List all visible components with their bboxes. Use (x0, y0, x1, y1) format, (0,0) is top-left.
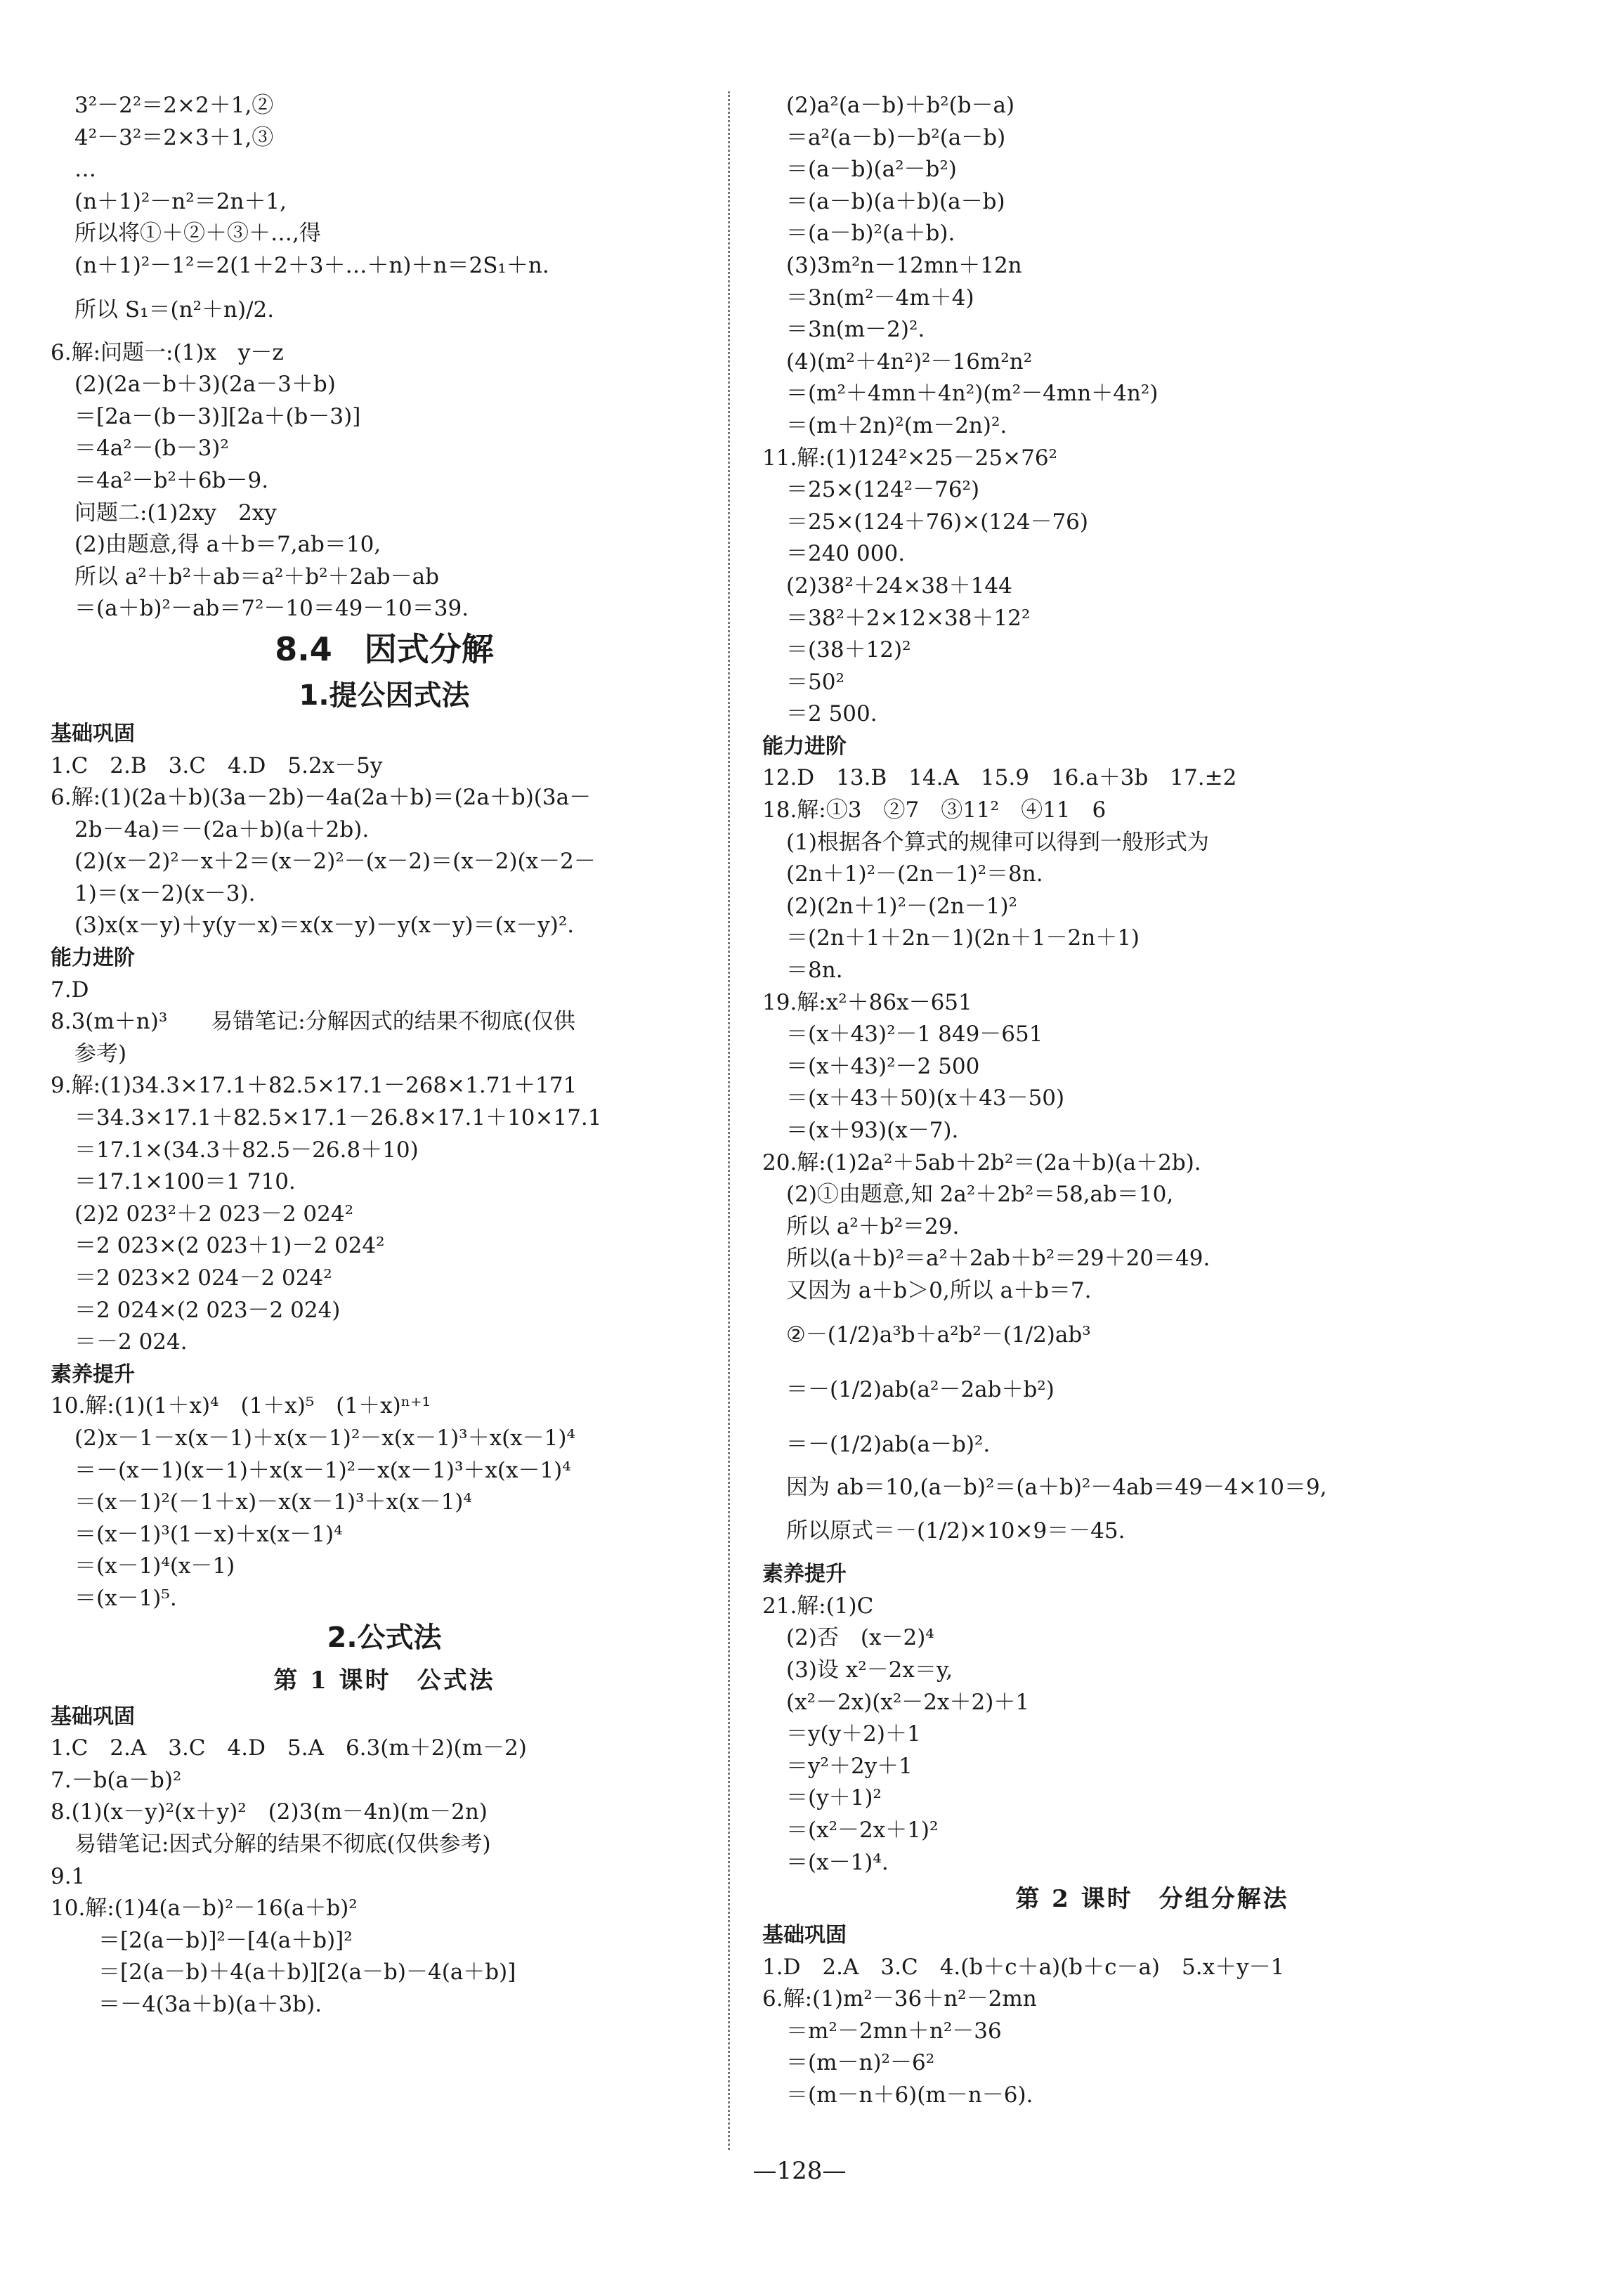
text-line: ＝50² (786, 669, 844, 695)
text-line: (2)(x－2)²－x＋2＝(x－2)²－(x－2)＝(x－2)(x－2－ (74, 849, 596, 875)
section-heading: 8.4 因式分解 (275, 630, 494, 668)
text-line: 所以 a²＋b²＝29. (786, 1213, 960, 1239)
text-line: ＝(m＋2n)²(m－2n)². (786, 412, 1007, 438)
text-line: 10.解:(1)4(a－b)²－16(a＋b)² (51, 1896, 358, 1922)
text-line: (3)3m²n－12mn＋12n (786, 252, 1022, 278)
text-line: 问题二:(1)2xy 2xy (74, 500, 277, 526)
text-line: (4)(m²＋4n²)²－16m²n² (786, 348, 1033, 374)
text-line: 6.解:(1)m²－36＋n²－2mn (762, 1986, 1037, 2012)
text-line: ＝(x²－2x＋1)² (786, 1817, 939, 1843)
right-column (762, 90, 1542, 2112)
text-line: (2)x－1－x(x－1)＋x(x－1)²－x(x－1)³＋x(x－1)⁴ (74, 1425, 575, 1451)
text-line: ＝(x－1)²(－1＋x)－x(x－1)³＋x(x－1)⁴ (74, 1489, 472, 1515)
text-line: ＝4a²－b²＋6b－9. (74, 467, 269, 493)
text-line: ＝(2n＋1＋2n－1)(2n＋1－2n＋1) (786, 925, 1140, 951)
text-line: ＝17.1×(34.3＋82.5－26.8＋10) (74, 1137, 419, 1163)
text-line: ＝240 000. (786, 541, 906, 567)
section-heading: 1.提公因式法 (299, 679, 470, 712)
text-line: 7.D (51, 977, 89, 1003)
text-line: 6.解:问题一:(1)x y－z (51, 339, 284, 365)
text-line: 7.－b(a－b)² (51, 1767, 182, 1793)
text-line: ＝(x＋43)²－2 500 (786, 1053, 980, 1079)
subsection-label: 能力进阶 (51, 946, 135, 971)
text-line: 所以 a²＋b²＋ab＝a²＋b²＋2ab－ab (74, 563, 439, 589)
text-line: 12.D 13.B 14.A 15.9 16.a＋3b 17.±2 (762, 765, 1237, 791)
text-line: ＝－(1/2)ab(a²－2ab＋b²) (786, 1376, 1055, 1402)
text-line: 19.解:x²＋86x－651 (762, 989, 972, 1015)
text-line: ＝－(x－1)(x－1)＋x(x－1)²－x(x－1)³＋x(x－1)⁴ (74, 1457, 571, 1483)
text-line: (n＋1)²－n²＝2n＋1, (74, 188, 287, 214)
text-line: 9.1 (51, 1863, 86, 1889)
page-number: —128— (752, 2157, 847, 2185)
text-line: ＝－2 024. (74, 1329, 188, 1355)
text-line: (2)(2a－b＋3)(2a－3＋b) (74, 372, 336, 398)
text-line: ＝17.1×100＝1 710. (74, 1169, 296, 1195)
text-line: 10.解:(1)(1＋x)⁴ (1＋x)⁵ (1＋x)ⁿ⁺¹ (51, 1393, 431, 1419)
text-line: 18.解:①3 ②7 ③11² ④11 6 (762, 797, 1107, 823)
text-line: ＝4a²－(b－3)² (74, 436, 229, 462)
text-line: ＝8n. (786, 958, 843, 984)
text-line: 9.解:(1)34.3×17.1＋82.5×17.1－268×1.71＋171 (51, 1073, 577, 1099)
subsection-label: 基础巩固 (51, 1704, 135, 1729)
text-line: 20.解:(1)2a²＋5ab＋2b²＝(2a＋b)(a＋2b). (762, 1149, 1201, 1175)
text-line: 3²－2²＝2×2＋1,② (74, 93, 274, 118)
text-line: 11.解:(1)124²×25－25×76² (762, 445, 1057, 471)
text-line: ＝－(1/2)ab(a－b)². (786, 1431, 991, 1457)
text-line: ＝38²＋2×12×38＋12² (786, 605, 1031, 631)
text-line: 1.D 2.A 3.C 4.(b＋c＋a)(b＋c－a) 5.x＋y－1 (762, 1954, 1285, 1980)
text-line: (n＋1)²－1²＝2(1＋2＋3＋…＋n)＋n＝2S₁＋n. (74, 252, 549, 278)
text-line: ＝(x＋93)(x－7). (786, 1118, 959, 1143)
text-line: 所以将①＋②＋③＋…,得 (74, 221, 321, 247)
text-line: ＝2 024×(2 023－2 024) (74, 1297, 341, 1323)
text-line: … (74, 157, 96, 183)
subsection-label: 素养提升 (762, 1562, 847, 1587)
text-line: ＝(x－1)³(1－x)＋x(x－1)⁴ (74, 1521, 343, 1547)
text-line: ＝(m²＋4mn＋4n²)(m²－4mn＋4n²) (786, 381, 1159, 407)
subsection-label: 能力进阶 (762, 733, 847, 759)
text-line: ＝m²－2mn＋n²－36 (786, 2018, 1002, 2044)
text-line: 1)＝(x－2)(x－3). (74, 880, 256, 906)
text-line: ＝25×(124²－76²) (786, 477, 980, 503)
text-line: ＝[2a－(b－3)][2a＋(b－3)] (74, 403, 361, 429)
text-line: 因为 ab＝10,(a－b)²＝(a＋b)²－4ab＝49－4×10＝9, (786, 1474, 1327, 1500)
text-line: 1.C 2.B 3.C 4.D 5.2x－5y (51, 752, 383, 778)
text-line: ＝25×(124＋76)×(124－76) (786, 509, 1089, 535)
text-line: (2)①由题意,知 2a²＋2b²＝58,ab＝10, (786, 1182, 1174, 1208)
section-heading: 2.公式法 (327, 1621, 442, 1654)
text-line: (3)设 x²－2x＝y, (786, 1657, 953, 1683)
text-line: ＝(m－n)²－6² (786, 2050, 935, 2076)
text-line: 8.3(m＋n)³ 易错笔记:分解因式的结果不彻底(仅供 (51, 1009, 575, 1035)
text-line: 1.C 2.A 3.C 4.D 5.A 6.3(m＋2)(m－2) (51, 1735, 527, 1761)
text-line: ＝[2(a－b)]²－[4(a＋b)]² (98, 1927, 353, 1953)
text-line: ＝(x－1)⁴(x－1) (74, 1553, 235, 1579)
text-line: (2)a²(a－b)＋b²(b－a) (786, 93, 1015, 118)
text-line: (2n＋1)²－(2n－1)²＝8n. (786, 861, 1043, 887)
text-line: ＝y²＋2y＋1 (786, 1753, 913, 1779)
text-line: ＝[2(a－b)＋4(a＋b)][2(a－b)－4(a＋b)] (98, 1959, 516, 1985)
text-line: (x²－2x)(x²－2x＋2)＋1 (786, 1689, 1030, 1715)
text-line: ＝3n(m²－4m＋4) (786, 285, 974, 311)
text-line: 2b－4a)＝－(2a＋b)(a＋2b). (74, 816, 370, 842)
text-line: 8.(1)(x－y)²(x＋y)² (2)3(m－4n)(m－2n) (51, 1799, 488, 1825)
text-line: (1)根据各个算式的规律可以得到一般形式为 (786, 829, 1209, 855)
text-line: (2)38²＋24×38＋144 (786, 573, 1012, 599)
text-line: 所以 S₁＝(n²＋n)/2. (74, 296, 275, 322)
subsection-label: 素养提升 (51, 1362, 135, 1387)
text-line: ②－(1/2)a³b＋a²b²－(1/2)ab³ (786, 1322, 1091, 1348)
text-line: ＝y(y＋2)＋1 (786, 1721, 921, 1747)
text-line: ＝(x＋43＋50)(x＋43－50) (786, 1085, 1065, 1111)
text-line: (2)2 023²＋2 023－2 024² (74, 1201, 354, 1227)
column-divider (728, 91, 730, 2150)
text-line: ＝－4(3a＋b)(a＋3b). (98, 1991, 322, 2017)
text-line: ＝(x－1)⁵. (74, 1585, 177, 1611)
text-line: ＝2 023×2 024－2 024² (74, 1265, 332, 1291)
text-line: 所以(a＋b)²＝a²＋2ab＋b²＝29＋20＝49. (786, 1246, 1210, 1272)
text-line: 参考) (74, 1041, 127, 1067)
subsection-label: 基础巩固 (762, 1923, 847, 1948)
text-line: ＝(38＋12)² (786, 637, 911, 663)
text-line: ＝(a－b)(a²－b²) (786, 157, 957, 183)
text-line: ＝a²(a－b)－b²(a－b) (786, 124, 1006, 150)
text-line: (2)否 (x－2)⁴ (786, 1625, 934, 1651)
section-heading: 第 2 课时 分组分解法 (1015, 1885, 1289, 1914)
text-line: ＝34.3×17.1＋82.5×17.1－26.8×17.1＋10×17.1 (74, 1105, 602, 1131)
text-line: ＝(a－b)²(a＋b). (786, 221, 955, 247)
text-line: ＝(a－b)(a＋b)(a－b) (786, 188, 1005, 214)
text-line: (2)(2n＋1)²－(2n－1)² (786, 893, 1017, 919)
text-line: 6.解:(1)(2a＋b)(3a－2b)－4a(2a＋b)＝(2a＋b)(3a－ (51, 785, 592, 811)
text-line: 4²－3²＝2×3＋1,③ (74, 124, 274, 150)
left-column (51, 90, 718, 2021)
text-line: (2)由题意,得 a＋b＝7,ab＝10, (74, 532, 381, 558)
text-line: ＝(x＋43)²－1 849－651 (786, 1022, 1043, 1048)
text-line: 又因为 a＋b＞0,所以 a＋b＝7. (786, 1277, 1092, 1303)
text-line: ＝(y＋1)² (786, 1785, 882, 1811)
section-heading: 第 1 课时 公式法 (273, 1666, 495, 1695)
subsection-label: 基础巩固 (51, 721, 135, 746)
text-line: 21.解:(1)C (762, 1593, 874, 1619)
text-line: ＝2 500. (786, 701, 877, 727)
text-line: ＝(x－1)⁴. (786, 1849, 889, 1875)
text-line: ＝(a＋b)²－ab＝7²－10＝49－10＝39. (74, 596, 469, 622)
text-line: 易错笔记:因式分解的结果不彻底(仅供参考) (74, 1831, 491, 1857)
text-line: ＝2 023×(2 023＋1)－2 024² (74, 1233, 385, 1259)
text-line: ＝3n(m－2)². (786, 317, 925, 343)
text-line: (3)x(x－y)＋y(y－x)＝x(x－y)－y(x－y)＝(x－y)². (74, 913, 575, 939)
text-line: ＝(m－n＋6)(m－n－6). (786, 2082, 1033, 2108)
text-line: 所以原式＝－(1/2)×10×9＝－45. (786, 1518, 1125, 1544)
